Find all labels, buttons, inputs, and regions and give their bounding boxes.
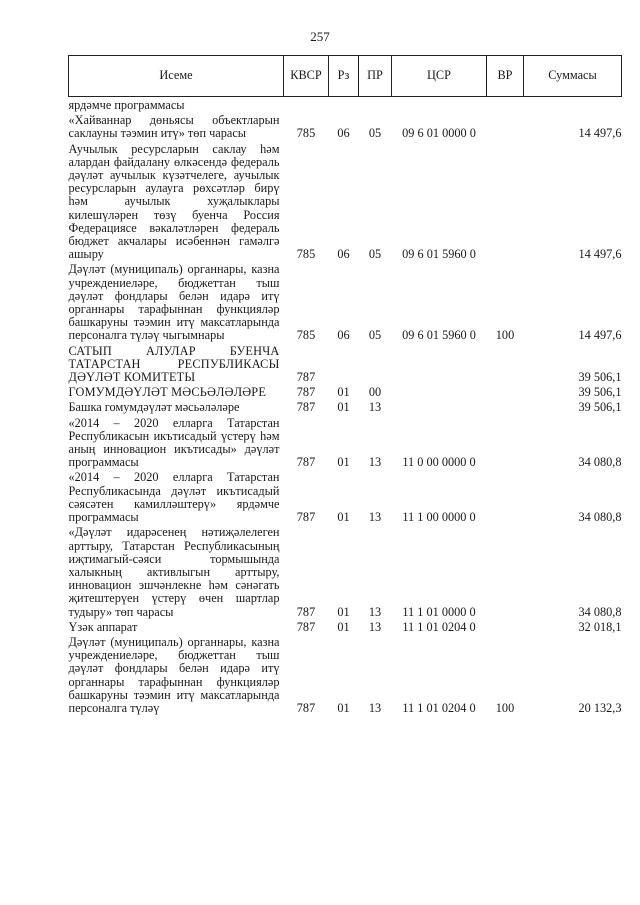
cell-kvsr: 787 (296, 385, 316, 400)
cell-csr: 11 1 01 0204 0 (402, 700, 476, 715)
cell-kvsr: 787 (296, 510, 316, 525)
cell-kvsr: 787 (296, 604, 316, 619)
cell-pr: 13 (368, 455, 382, 470)
cell-csr: 11 1 01 0000 0 (402, 604, 476, 619)
cell-sum: 20 132,3 (578, 700, 622, 715)
page-number: 257 (310, 29, 330, 44)
cell-pr: 00 (368, 385, 382, 400)
cell-csr: 09 6 01 5960 0 (402, 328, 476, 343)
cell-name: Дәүләт (муниципаль) органнары, казна учреждениеләре, бюджеттан тыш дәүләт фондлары белән идарә итү органнары тарафыннан функцияләр башкаруны тәэмин итү максатларында персоналга түләү чыгымнары (68, 262, 280, 343)
table-row (69, 261, 622, 342)
cell-vr (487, 343, 524, 385)
cell-kvsr: 785 (296, 328, 316, 343)
cell-sum: 39 506,1 (578, 385, 622, 400)
header-rz: Рз (329, 56, 359, 97)
cell-vr (487, 97, 524, 113)
table-row (69, 524, 622, 618)
table-row (69, 343, 622, 385)
cell-rz: 01 (337, 400, 350, 415)
cell-vr (487, 141, 524, 262)
table-body (69, 97, 622, 716)
cell-pr: 05 (368, 328, 382, 343)
cell-rz: 01 (337, 700, 350, 715)
cell-rz (329, 97, 359, 113)
cell-pr: 13 (368, 604, 382, 619)
cell-pr: 13 (368, 400, 382, 415)
cell-sum: 32 018,1 (578, 619, 622, 634)
cell-vr (487, 384, 524, 399)
cell-csr: 11 1 00 0000 0 (402, 510, 476, 525)
cell-vr (487, 399, 524, 414)
header-vr: ВР (487, 56, 524, 97)
cell-vr: 100 (495, 328, 515, 343)
cell-vr (487, 469, 524, 524)
table-row (69, 399, 622, 414)
cell-name: ГОМУМДӘҮЛӘТ МӘСЬӘЛӘЛӘРЕ (68, 385, 267, 400)
cell-csr: 09 6 01 0000 0 (402, 126, 476, 141)
cell-name: Үзәк аппарат (68, 619, 138, 634)
cell-kvsr: 787 (296, 619, 316, 634)
cell-pr: 13 (368, 619, 382, 634)
cell-sum (524, 97, 622, 113)
cell-sum: 34 080,8 (578, 604, 622, 619)
cell-sum: 14 497,6 (578, 247, 622, 262)
cell-name: «2014 – 2020 елларга Татарстан Республикасын икътисадый үстерү һәм аның инновацион икътисады» дәүләт программасы (68, 415, 280, 470)
cell-pr: 13 (368, 700, 382, 715)
cell-csr: 11 1 01 0204 0 (402, 619, 476, 634)
cell-pr: 05 (368, 126, 382, 141)
cell-kvsr: 787 (296, 455, 316, 470)
cell-vr (487, 524, 524, 618)
cell-vr (487, 112, 524, 140)
cell-rz: 01 (337, 385, 350, 400)
header-sum: Суммасы (524, 56, 622, 97)
cell-rz: 01 (337, 619, 350, 634)
header-csr: ЦСР (392, 56, 487, 97)
table-row (69, 112, 622, 140)
cell-csr (392, 399, 487, 414)
cell-vr (487, 619, 524, 634)
cell-sum: 39 506,1 (578, 370, 622, 385)
header-kvsr: КВСР (284, 56, 329, 97)
cell-kvsr: 787 (296, 400, 316, 415)
cell-csr: 09 6 01 5960 0 (402, 247, 476, 262)
cell-sum: 39 506,1 (578, 400, 622, 415)
cell-csr (392, 384, 487, 399)
cell-pr (359, 343, 392, 385)
table-row (69, 384, 622, 399)
cell-pr: 05 (368, 247, 382, 262)
cell-kvsr: 785 (296, 126, 316, 141)
header-pr: ПР (359, 56, 392, 97)
cell-name: Башка гомумдәүләт мәсьәләләре (68, 400, 240, 415)
cell-name: «Хайваннар дөньясы объектларын саклауны тәэмин итү» төп чарасы (68, 113, 280, 141)
cell-rz: 01 (337, 604, 350, 619)
cell-kvsr (284, 97, 329, 113)
table-row (69, 415, 622, 470)
cell-name: Аучылык ресурсларын саклау һәм алардан файдалану өлкәсендә федераль дәүләт аучылык күзәтчелеге, аучылык ресурсларын аулауга рөхсәтләр бирү һәм аучылык хуҗалыклары килешүләрен төзү буенча Россия Федерациясе вәкаләтләрен федераль бюджет акчалары исәбеннән гамәлгә ашыру (68, 141, 280, 262)
cell-kvsr: 787 (296, 370, 316, 385)
table-header-row (69, 56, 622, 97)
cell-rz: 06 (337, 328, 350, 343)
cell-rz: 06 (337, 126, 350, 141)
cell-sum: 14 497,6 (578, 328, 622, 343)
cell-name: ярдәмче программасы (68, 98, 185, 112)
cell-kvsr: 787 (296, 700, 316, 715)
cell-rz (329, 343, 359, 385)
cell-csr (392, 343, 487, 385)
cell-sum: 34 080,8 (578, 510, 622, 525)
table-row (69, 141, 622, 262)
header-name: Исеме (69, 56, 284, 97)
cell-rz: 01 (337, 455, 350, 470)
table-row (69, 469, 622, 524)
cell-name: Дәүләт (муниципаль) органнары, казна учреждениеләре, бюджеттан тыш дәүләт фондлары белән идарә итү органнары тарафыннан функцияләр башкаруны тәэмин итү максатларында персоналга түләү (68, 634, 280, 715)
cell-csr (392, 97, 487, 113)
cell-pr: 13 (368, 510, 382, 525)
cell-vr: 100 (495, 700, 515, 715)
cell-csr: 11 0 00 0000 0 (402, 455, 476, 470)
cell-pr (359, 97, 392, 113)
budget-table (68, 55, 622, 715)
cell-sum: 14 497,6 (578, 126, 622, 141)
cell-name: «Дәүләт идарәсенең нәтиҗәлелеген арттыру, Татарстан Республикасының иҗтимагый-сәяси тормышында халыкның активлыгын арттыру, инновацион эшчәнлекне һәм сәнәгать җитештерүен үстерү өчен шартлар тудыру» төп чарасы (68, 525, 280, 619)
table-row (69, 634, 622, 715)
cell-kvsr: 785 (296, 247, 316, 262)
cell-name: САТЫП АЛУЛАР БУЕНЧА ТАТАРСТАН РЕСПУБЛИКАСЫ ДӘҮЛӘТ КОМИТЕТЫ (68, 343, 280, 385)
cell-sum: 34 080,8 (578, 455, 622, 470)
cell-rz: 06 (337, 247, 350, 262)
cell-vr (487, 415, 524, 470)
table-row (69, 97, 622, 113)
cell-name: «2014 – 2020 елларга Татарстан Республикасында дәүләт икътисадый сәясәтен камилләштерү» ярдәмче программасы (68, 470, 280, 525)
table-row (69, 619, 622, 634)
cell-rz: 01 (337, 510, 350, 525)
